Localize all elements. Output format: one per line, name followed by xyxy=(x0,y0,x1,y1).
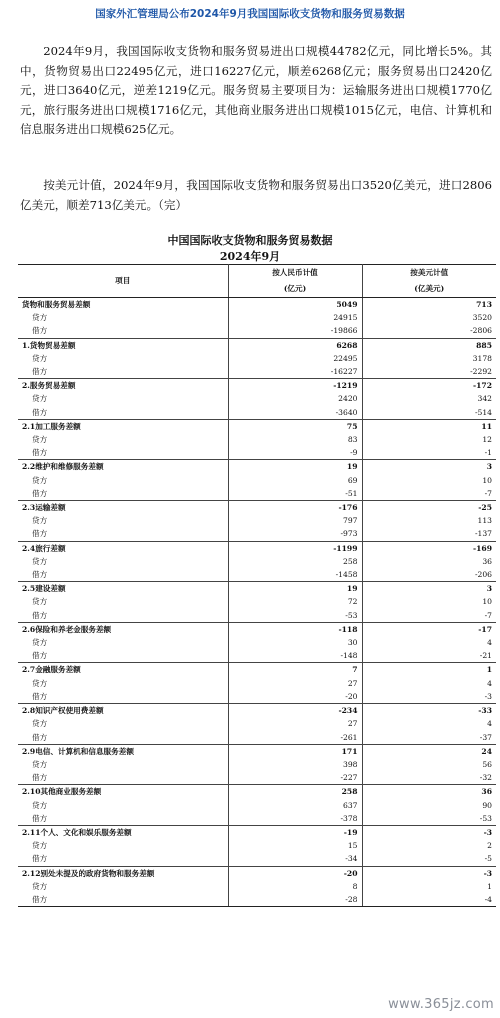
row-rmb-value: 69 xyxy=(228,474,362,487)
row-usd-value: 713 xyxy=(476,300,492,309)
row-rmb-value: 7 xyxy=(228,663,362,677)
table-row xyxy=(18,392,496,405)
row-rmb-value: 27 xyxy=(228,677,362,690)
row-usd-value: -17 xyxy=(362,622,496,636)
header-usd-unit: (亿美元) xyxy=(362,281,496,298)
header-rmb-unit: (亿元) xyxy=(228,281,362,298)
row-rmb-value: -16227 xyxy=(228,365,362,379)
row-usd-value: 3 xyxy=(362,582,496,596)
row-rmb-value: 637 xyxy=(228,799,362,812)
row-usd-value: -33 xyxy=(362,704,496,718)
row-usd-value: 3178 xyxy=(472,353,492,363)
trade-data-table xyxy=(18,264,496,907)
table-row xyxy=(18,379,496,393)
row-rmb-value: -34 xyxy=(228,852,362,866)
row-usd-value: 56 xyxy=(482,759,492,769)
row-rmb-value: 27 xyxy=(228,717,362,730)
table-row xyxy=(18,582,496,596)
row-label: 2.5建设差额 xyxy=(18,582,228,596)
table-row xyxy=(18,568,496,582)
table-row xyxy=(18,609,496,623)
row-usd-value: 36 xyxy=(482,556,492,566)
row-label: 2.1加工服务差额 xyxy=(18,419,228,433)
row-usd-value: 36 xyxy=(362,785,496,799)
row-usd-value: 24 xyxy=(362,744,496,758)
table-header-row xyxy=(18,265,496,282)
row-label: 借方 xyxy=(18,365,228,379)
row-usd-value: -37 xyxy=(479,732,492,742)
row-label: 借方 xyxy=(18,852,228,866)
row-label: 贷方 xyxy=(18,595,228,608)
table-row xyxy=(18,812,496,826)
table-row xyxy=(18,433,496,446)
row-label: 1.货物贸易差额 xyxy=(18,338,228,352)
row-usd-value: -2292 xyxy=(470,367,492,377)
row-rmb-value: -19866 xyxy=(228,324,362,338)
row-rmb-value: -148 xyxy=(228,649,362,663)
row-rmb-value: -378 xyxy=(228,812,362,826)
row-rmb-value: 797 xyxy=(228,514,362,527)
table-row xyxy=(18,541,496,555)
row-usd-value: -172 xyxy=(362,379,496,393)
row-label: 2.8知识产权使用费差额 xyxy=(18,704,228,718)
row-label: 借方 xyxy=(18,568,228,582)
table-row xyxy=(18,487,496,501)
row-usd-value: -7 xyxy=(484,488,492,498)
row-label: 2.7金融服务差额 xyxy=(18,663,228,677)
table-row xyxy=(18,501,496,515)
row-rmb-value: -227 xyxy=(228,771,362,785)
row-rmb-value: -20 xyxy=(228,690,362,704)
table-row xyxy=(18,690,496,704)
row-usd-value: -21 xyxy=(479,651,492,661)
row-label: 2.11个人、文化和娱乐服务差额 xyxy=(18,825,228,839)
row-rmb-value: 24915 xyxy=(228,311,362,324)
table-body xyxy=(18,298,496,907)
row-rmb-value: -19 xyxy=(228,825,362,839)
row-usd-value: 113 xyxy=(477,516,492,526)
table-row xyxy=(18,663,496,677)
row-usd-value: -3 xyxy=(484,691,492,701)
row-usd-value: -4 xyxy=(362,893,496,907)
table-subtitle: 2024年9月 xyxy=(219,250,281,263)
row-rmb-value: 398 xyxy=(228,758,362,771)
table-row xyxy=(18,758,496,771)
row-rmb-value: 258 xyxy=(228,555,362,568)
row-usd-value: 2 xyxy=(487,841,492,851)
row-label: 贷方 xyxy=(18,555,228,568)
row-rmb-value: 6268 xyxy=(228,338,362,352)
row-rmb-value: 15 xyxy=(228,839,362,852)
row-rmb-value: 171 xyxy=(228,744,362,758)
row-label: 贷方 xyxy=(18,474,228,487)
row-label: 借方 xyxy=(18,527,228,541)
site-watermark: www.365jz.com xyxy=(388,997,494,1012)
row-usd-value: 10 xyxy=(482,475,492,485)
table-row xyxy=(18,636,496,649)
table-row xyxy=(18,839,496,852)
row-usd-value: 3 xyxy=(362,460,496,474)
row-usd-value: -514 xyxy=(474,407,492,417)
table-title: 中国国际收支货物和服务贸易数据 xyxy=(167,234,333,247)
table-row xyxy=(18,744,496,758)
table-row xyxy=(18,622,496,636)
row-label: 2.2维护和维修服务差额 xyxy=(18,460,228,474)
row-rmb-value: 72 xyxy=(228,595,362,608)
row-usd-value: -25 xyxy=(362,501,496,515)
row-label: 借方 xyxy=(18,731,228,745)
table-row xyxy=(18,311,496,324)
row-rmb-value: -118 xyxy=(228,622,362,636)
table-row xyxy=(18,717,496,730)
row-rmb-value: 5049 xyxy=(228,298,362,312)
row-label: 贷方 xyxy=(18,392,228,405)
row-label: 借方 xyxy=(18,690,228,704)
row-label: 2.服务贸易差额 xyxy=(18,379,228,393)
row-usd-value: 3520 xyxy=(472,313,492,323)
row-usd-value: -206 xyxy=(474,570,492,580)
table-row xyxy=(18,474,496,487)
paragraph-usd-summary: 按美元计值，2024年9月，我国国际收支货物和服务贸易出口3520亿美元，进口2806亿美元，顺差713亿美元。（完） xyxy=(20,178,492,212)
row-usd-value: 342 xyxy=(477,394,492,404)
row-usd-value: 10 xyxy=(482,597,492,607)
row-label: 借方 xyxy=(18,406,228,420)
row-rmb-value: 22495 xyxy=(228,352,362,365)
row-usd-value: -2806 xyxy=(470,326,492,336)
row-rmb-value: -973 xyxy=(228,527,362,541)
row-usd-value: -32 xyxy=(479,773,492,783)
row-label: 2.10其他商业服务差额 xyxy=(18,785,228,799)
row-rmb-value: 83 xyxy=(228,433,362,446)
row-label: 贷方 xyxy=(18,433,228,446)
row-rmb-value: -51 xyxy=(228,487,362,501)
table-row xyxy=(18,595,496,608)
row-usd-value: -137 xyxy=(474,529,492,539)
table-row xyxy=(18,825,496,839)
table-row xyxy=(18,406,496,420)
article-headline: 国家外汇管理局公布2024年9月我国国际收支货物和服务贸易数据 xyxy=(95,8,405,20)
table-row xyxy=(18,704,496,718)
row-label: 贷方 xyxy=(18,514,228,527)
table-row xyxy=(18,893,496,907)
row-usd-value: -53 xyxy=(479,813,492,823)
row-rmb-value: -1219 xyxy=(228,379,362,393)
table-row xyxy=(18,298,496,312)
row-label: 借方 xyxy=(18,609,228,623)
row-rmb-value: -9 xyxy=(228,446,362,460)
table-row xyxy=(18,338,496,352)
table-row xyxy=(18,324,496,338)
row-label: 2.9电信、计算机和信息服务差额 xyxy=(18,744,228,758)
table-row xyxy=(18,352,496,365)
row-usd-value: -169 xyxy=(362,541,496,555)
row-rmb-value: 19 xyxy=(228,460,362,474)
table-row xyxy=(18,460,496,474)
row-rmb-value: 30 xyxy=(228,636,362,649)
row-usd-value: 4 xyxy=(487,719,492,729)
row-rmb-value: -3640 xyxy=(228,406,362,420)
row-label: 2.3运输差额 xyxy=(18,501,228,515)
row-usd-value: -1 xyxy=(484,448,492,458)
row-label: 2.4旅行差额 xyxy=(18,541,228,555)
row-label: 贷方 xyxy=(18,717,228,730)
row-rmb-value: -28 xyxy=(228,893,362,907)
row-label: 借方 xyxy=(18,446,228,460)
row-rmb-value: 75 xyxy=(228,419,362,433)
row-label: 贷方 xyxy=(18,839,228,852)
table-row xyxy=(18,555,496,568)
row-usd-value: -7 xyxy=(484,610,492,620)
row-label: 贷方 xyxy=(18,799,228,812)
row-rmb-value: 2420 xyxy=(228,392,362,405)
row-label: 贷方 xyxy=(18,880,228,893)
row-rmb-value: -234 xyxy=(228,704,362,718)
row-rmb-value: -20 xyxy=(228,866,362,880)
row-label: 贷方 xyxy=(18,677,228,690)
row-rmb-value: -1199 xyxy=(228,541,362,555)
header-usd: 按美元计值 xyxy=(362,265,496,282)
row-label: 贷方 xyxy=(18,311,228,324)
row-rmb-value: 258 xyxy=(228,785,362,799)
row-usd-value: 1 xyxy=(362,663,496,677)
row-usd-value: 4 xyxy=(487,638,492,648)
row-rmb-value: 19 xyxy=(228,582,362,596)
row-usd-value: -5 xyxy=(484,854,492,864)
row-rmb-value: 8 xyxy=(228,880,362,893)
table-row xyxy=(18,365,496,379)
row-label: 借方 xyxy=(18,324,228,338)
row-label: 贷方 xyxy=(18,758,228,771)
row-usd-value: 885 xyxy=(362,338,496,352)
table-row xyxy=(18,677,496,690)
row-label: 2.6保险和养老金服务差额 xyxy=(18,622,228,636)
row-label: 贷方 xyxy=(18,636,228,649)
row-label: 借方 xyxy=(18,771,228,785)
table-row xyxy=(18,785,496,799)
header-rmb: 按人民币计值 xyxy=(228,265,362,282)
table-row xyxy=(18,514,496,527)
row-label: 借方 xyxy=(18,649,228,663)
paragraph-rmb-summary: 2024年9月，我国国际收支货物和服务贸易进出口规模44782亿元，同比增长5%。其中，货物贸易出口22495亿元，进口16227亿元，顺差6268亿元；服务贸易出口2420亿元，进口3640亿元，逆差1219亿元。服务贸易主要项目为：运输服务进出口规模1770亿元，旅行服务进出口规模1716亿元，其他商业服务进出口规模1015亿元，电信、计算机和信息服务进出口规模625亿元。 xyxy=(20,44,492,136)
table-row xyxy=(18,731,496,745)
header-item: 项目 xyxy=(18,265,228,298)
row-usd-value: 4 xyxy=(487,678,492,688)
row-rmb-value: -176 xyxy=(228,501,362,515)
row-usd-value: -3 xyxy=(362,866,496,880)
table-row xyxy=(18,649,496,663)
row-usd-value: 11 xyxy=(362,419,496,433)
row-rmb-value: -1458 xyxy=(228,568,362,582)
row-usd-value: -3 xyxy=(362,825,496,839)
table-row xyxy=(18,852,496,866)
table-row xyxy=(18,527,496,541)
row-usd-value: 90 xyxy=(482,800,492,810)
row-label: 货物和服务贸易差额 xyxy=(18,298,228,312)
table-row xyxy=(18,866,496,880)
row-label: 借方 xyxy=(18,893,228,907)
table-row xyxy=(18,799,496,812)
row-label: 贷方 xyxy=(18,352,228,365)
row-usd-value: 1 xyxy=(487,881,492,891)
table-row xyxy=(18,880,496,893)
row-rmb-value: -261 xyxy=(228,731,362,745)
table-row xyxy=(18,771,496,785)
table-row xyxy=(18,446,496,460)
row-label: 借方 xyxy=(18,487,228,501)
row-rmb-value: -53 xyxy=(228,609,362,623)
row-usd-value: 12 xyxy=(482,435,492,445)
row-label: 2.12别处未提及的政府货物和服务差额 xyxy=(18,866,228,880)
table-row xyxy=(18,419,496,433)
row-label: 借方 xyxy=(18,812,228,826)
